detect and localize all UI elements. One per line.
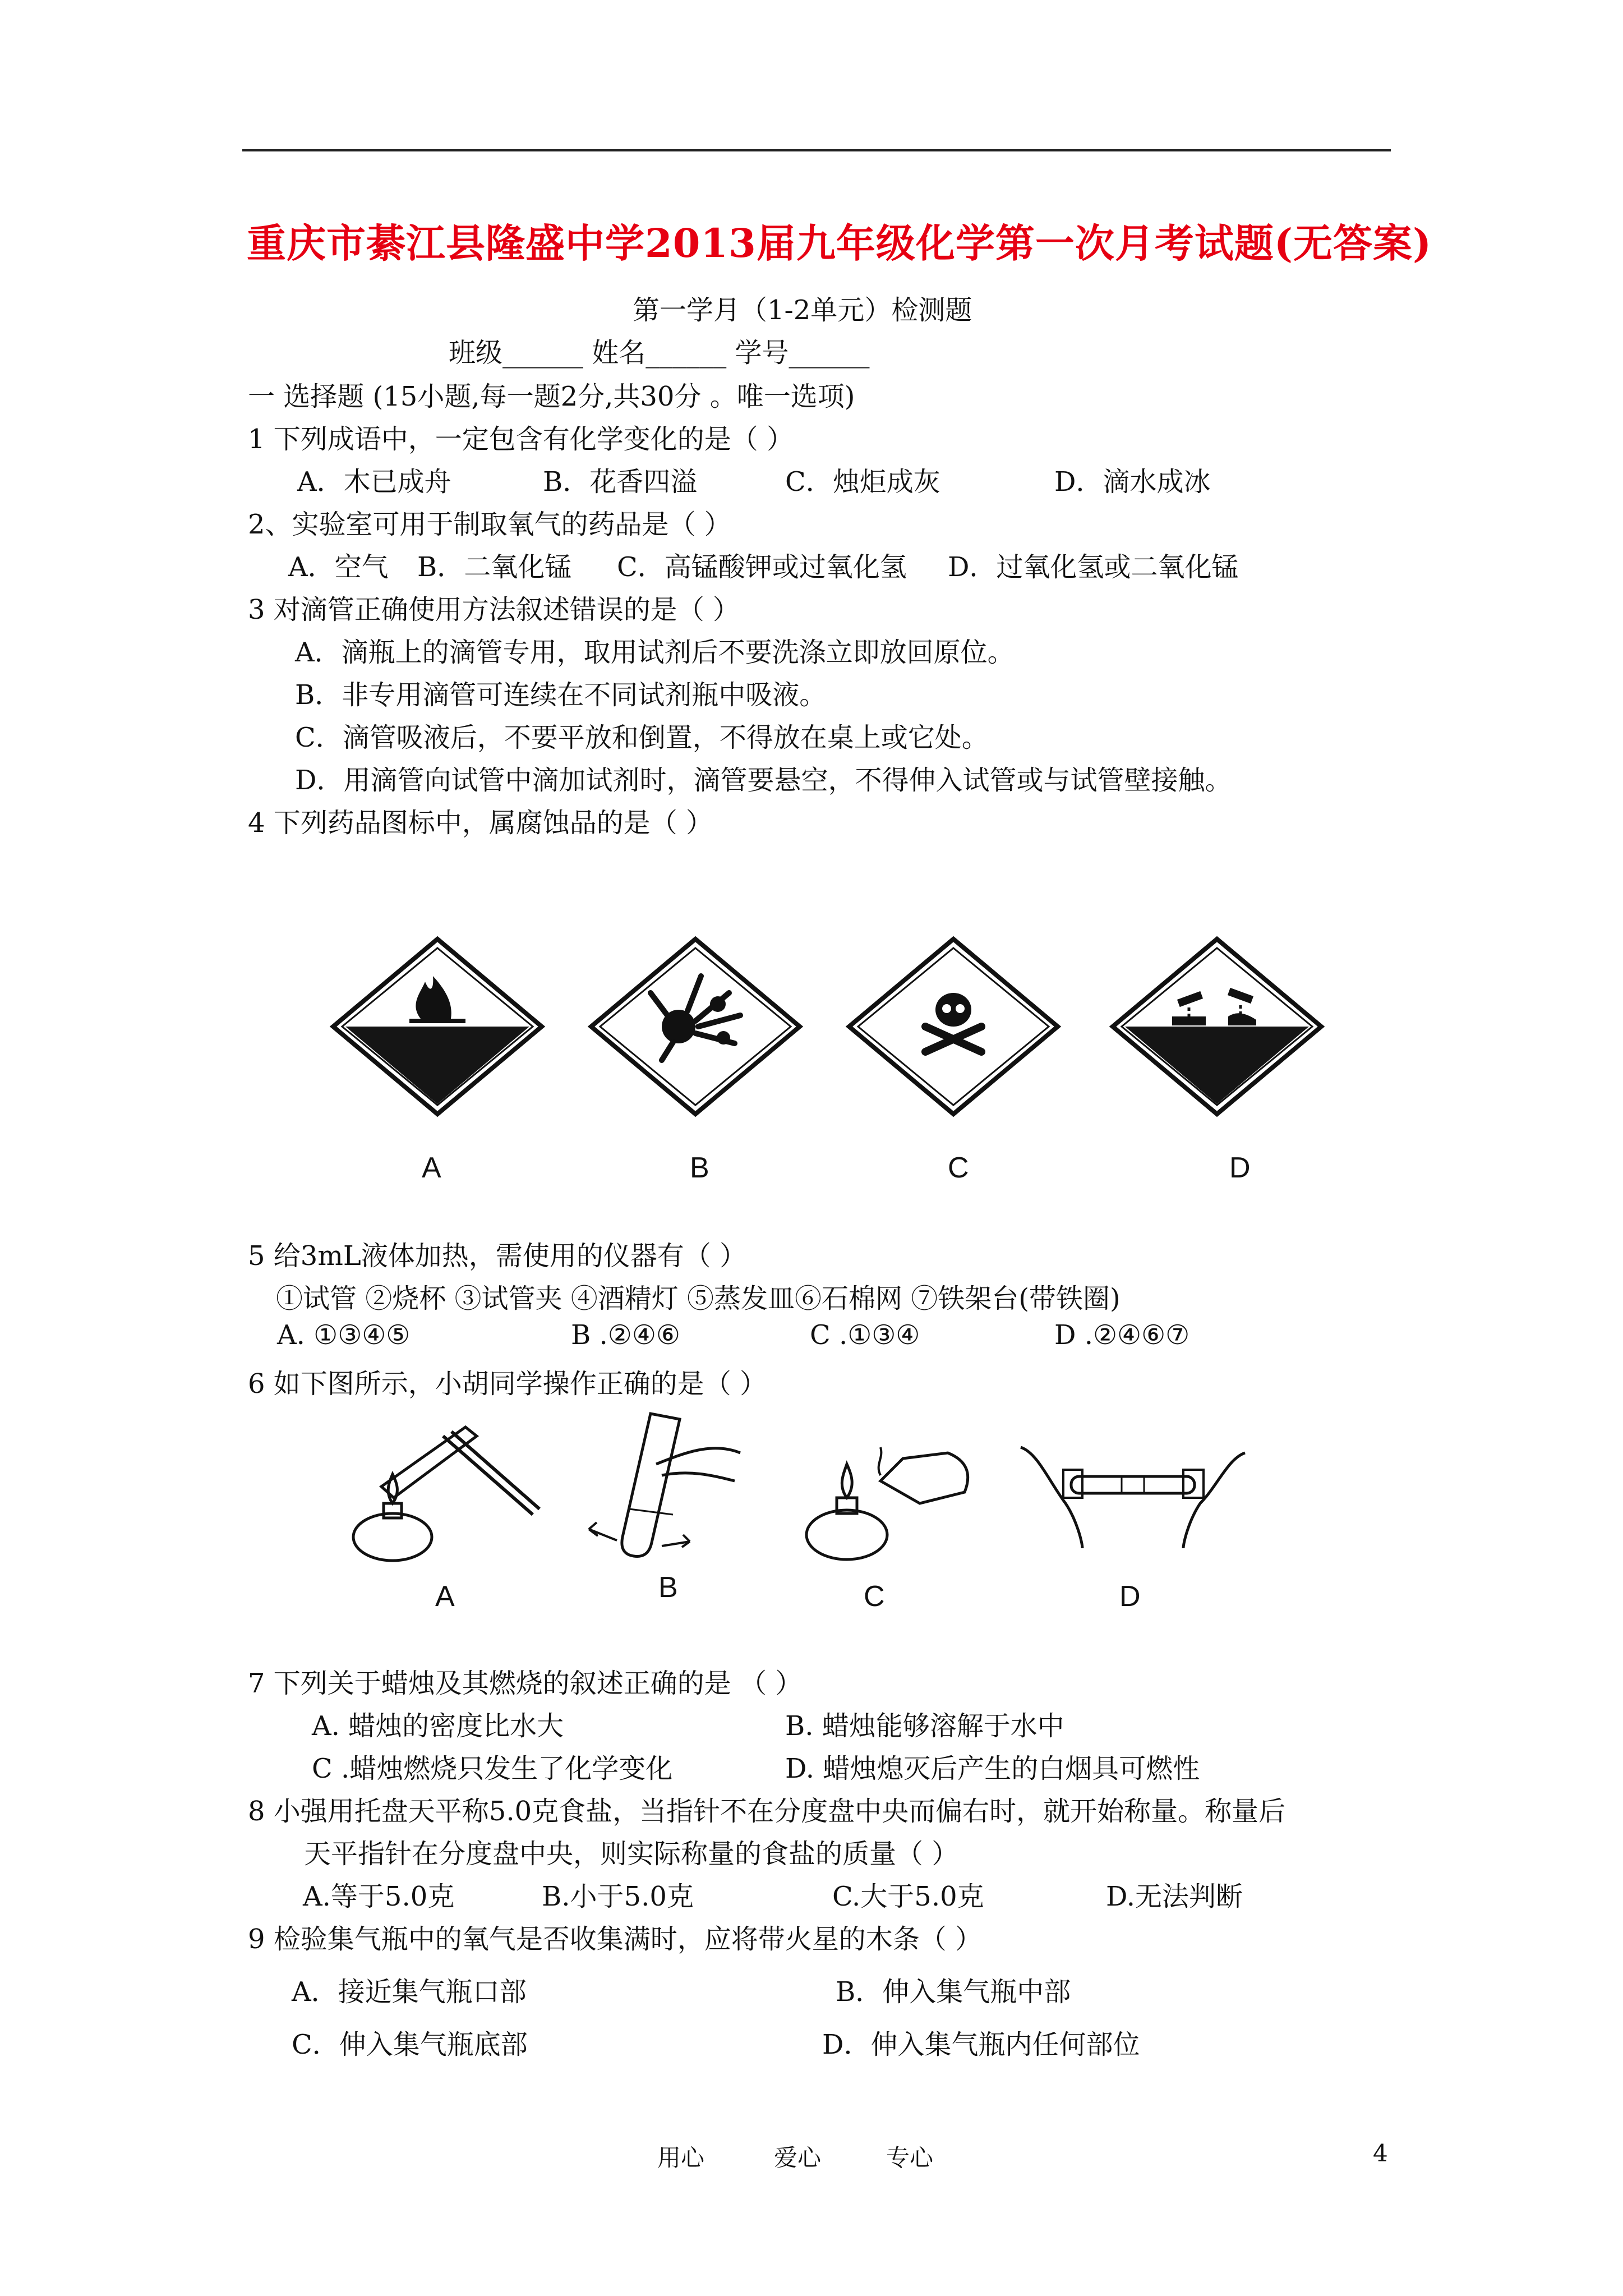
question-3-option-d: D．用滴管向试管中滴加试剂时，滴管要悬空，不得伸入试管或与试管壁接触。	[295, 765, 1232, 796]
question-5-stem: 5 给3mL液体加热，需使用的仪器有（ ）	[248, 1240, 746, 1272]
question-7-stem: 7 下列关于蜡烛及其燃烧的叙述正确的是 （ ）	[248, 1668, 803, 1699]
question-8-option-b: B.小于5.0克	[542, 1881, 694, 1912]
question-1-option-d: D．滴水成冰	[1054, 466, 1211, 498]
question-6-label-b: B	[658, 1571, 678, 1604]
question-8-stem-line1: 8 小强用托盘天平称5.0克食盐，当指针不在分度盘中央而偏右时，就开始称量。称量后	[248, 1796, 1286, 1827]
question-2-stem: 2、实验室可用于制取氧气的药品是（ ）	[248, 509, 731, 540]
section-heading: 一 选择题 (15小题,每一题2分,共30分 。唯一选项)	[248, 381, 855, 412]
question-1-stem: 1 下列成语中，一定包含有化学变化的是（ ）	[248, 424, 794, 455]
question-9-option-d: D．伸入集气瓶内任何部位	[822, 2029, 1140, 2060]
hazard-explosive-icon	[589, 937, 802, 1116]
page-title: 重庆市綦江县隆盛中学2013届九年级化学第一次月考试题(无答案)	[247, 220, 1432, 266]
lab-lighting-alcohol-lamp-icon	[796, 1425, 987, 1571]
header-rule	[242, 149, 1391, 151]
hazard-toxic-icon	[847, 937, 1060, 1116]
question-3-option-c: C．滴管吸液后，不要平放和倒置，不得放在桌上或它处。	[295, 722, 989, 753]
question-9-option-c: C．伸入集气瓶底部	[292, 2029, 528, 2060]
lab-shaking-test-tube-icon	[578, 1402, 757, 1571]
question-2-option-a: A．空气	[288, 551, 389, 583]
question-7-option-a: A. 蜡烛的密度比水大	[312, 1710, 564, 1742]
question-7-option-b: B. 蜡烛能够溶解于水中	[785, 1710, 1064, 1742]
question-4-label-b: B	[690, 1152, 709, 1184]
student-info-line: 班级______ 姓名______ 学号______	[449, 337, 870, 369]
question-6-label-a: A	[435, 1580, 455, 1613]
footer-motto-3: 专心	[886, 2144, 934, 2171]
question-8-stem-line2: 天平指针在分度盘中央，则实际称量的食盐的质量（ ）	[304, 1838, 959, 1870]
lab-heating-test-tube-icon	[348, 1414, 550, 1571]
question-4-label-d: D	[1229, 1152, 1251, 1184]
question-1-option-a: A．木已成舟	[297, 466, 451, 498]
question-4-stem: 4 下列药品图标中，属腐蚀品的是（ ）	[248, 807, 713, 839]
question-5-option-b: B .②④⑥	[571, 1319, 680, 1351]
question-5-option-a: A. ①③④⑤	[277, 1319, 411, 1351]
question-8-option-a: A.等于5.0克	[303, 1881, 455, 1912]
footer-motto-1: 用心	[657, 2144, 705, 2171]
question-4-label-c: C	[948, 1152, 969, 1184]
question-9-option-b: B．伸入集气瓶中部	[836, 1976, 1071, 2008]
question-1-option-c: C．烛炬成灰	[785, 466, 940, 498]
hazard-flammable-icon	[331, 937, 544, 1116]
question-6-stem: 6 如下图所示，小胡同学操作正确的是（ ）	[248, 1368, 767, 1400]
question-2-option-c: C．高锰酸钾或过氧化氢	[617, 551, 907, 583]
question-1-option-b: B．花香四溢	[543, 466, 698, 498]
question-9-stem: 9 检验集气瓶中的氧气是否收集满时，应将带火星的木条（ ）	[248, 1924, 983, 1955]
question-6-label-d: D	[1119, 1580, 1141, 1613]
question-5-option-d: D .②④⑥⑦	[1054, 1319, 1190, 1351]
lab-hands-holding-test-tube-icon	[1009, 1436, 1256, 1548]
question-8-option-d: D.无法判断	[1106, 1881, 1243, 1912]
question-3-stem: 3 对滴管正确使用方法叙述错误的是（ ）	[248, 594, 740, 625]
question-7-option-c: C .蜡烛燃烧只发生了化学变化	[312, 1753, 673, 1784]
hazard-corrosive-icon	[1110, 937, 1324, 1116]
subtitle: 第一学月（1-2单元）检测题	[633, 295, 972, 326]
question-8-option-c: C.大于5.0克	[832, 1881, 984, 1912]
question-4-label-a: A	[422, 1152, 441, 1184]
question-7-option-d: D. 蜡烛熄灭后产生的白烟具可燃性	[785, 1753, 1200, 1784]
question-2-option-b: B．二氧化锰	[417, 551, 572, 583]
question-3-option-a: A．滴瓶上的滴管专用，取用试剂后不要洗涤立即放回原位。	[295, 637, 1015, 668]
question-5-option-c: C .①③④	[810, 1319, 920, 1351]
page-number: 4	[1373, 2139, 1388, 2167]
question-2-option-d: D．过氧化氢或二氧化锰	[948, 551, 1239, 583]
question-9-option-a: A．接近集气瓶口部	[292, 1976, 527, 2008]
question-3-option-b: B．非专用滴管可连续在不同试剂瓶中吸液。	[295, 679, 827, 711]
question-5-items: ①试管 ②烧杯 ③试管夹 ④酒精灯 ⑤蒸发皿⑥石棉网 ⑦铁架台(带铁圈)	[276, 1283, 1121, 1314]
footer-motto-2: 爱心	[774, 2144, 822, 2171]
question-6-label-c: C	[864, 1580, 885, 1613]
